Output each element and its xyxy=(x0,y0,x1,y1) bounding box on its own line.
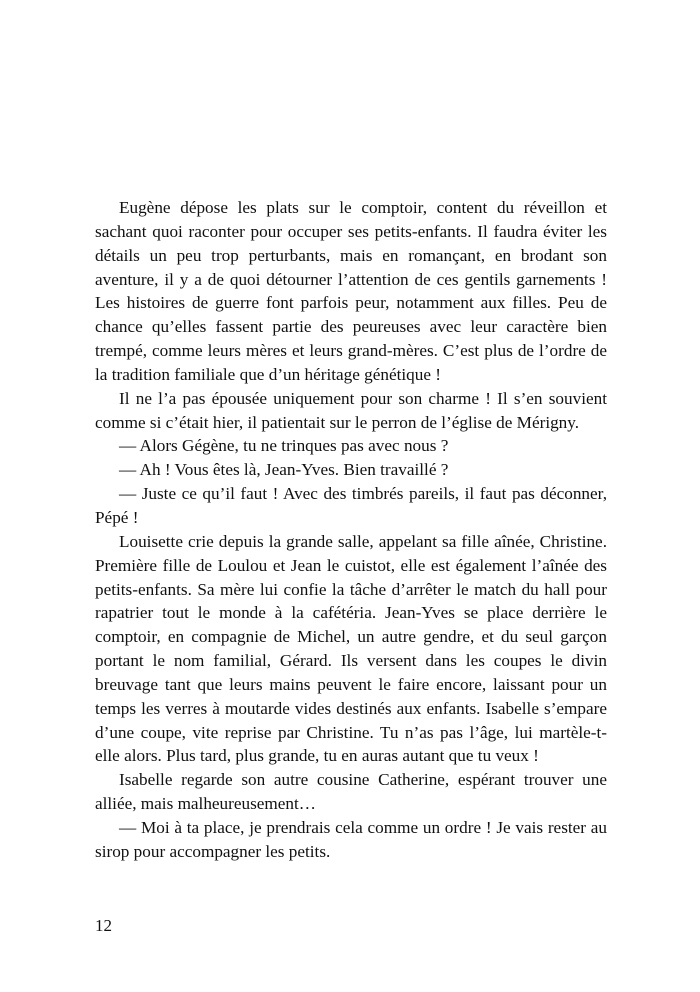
paragraph: Il ne l’a pas épousée uniquement pour son charme ! Il s’en souvient comme si c’était hier, il patientait sur le perron de l’église de Mérigny. xyxy=(95,388,607,432)
dialogue-line: — Alors Gégène, tu ne trinques pas avec nous ? xyxy=(119,436,449,456)
dialogue-line: — Juste ce qu’il faut ! Avec des timbrés pareils, il faut pas déconner, Pépé ! xyxy=(95,484,607,527)
dialogue-line: — Moi à ta place, je prendrais cela comme un ordre ! Je vais rester au sirop pour accompagner les petits. xyxy=(95,817,607,861)
paragraph: Isabelle regarde son autre cousine Catherine, espérant trouver une alliée, mais malheureusement… xyxy=(95,770,607,814)
text-body xyxy=(95,196,607,864)
paragraph: Eugène dépose les plats sur le comptoir, content du réveillon et sachant quoi raconter pour occuper ses petits-enfants. Il faudra éviter les détails un peu trop perturbants, mais en romançant, en brodant son aventure, il y a de quoi détourner l’attention de ces gentils garnements ! Les histoires de guerre font parfois peur, notamment aux filles. Peu de chance qu’elles fassent partie des peureuses avec leur caractère bien trempé, comme leurs mères et leurs grand-mères. C’est plus de l’ordre de la tradition familiale que d’un héritage génétique ! xyxy=(95,198,607,384)
page-number: 12 xyxy=(95,916,112,935)
paragraph: Louisette crie depuis la grande salle, appelant sa fille aînée, Christine. Première fille de Loulou et Jean le cuistot, elle est également l’aînée des petits-enfants. Sa mère lui confie la tâche d’arrêter le match du hall pour rapatrier tout le monde à la cafétéria. Jean-Yves se place derrière le comptoir, en compagnie de Michel, un autre gendre, et du seul garçon portant le nom familial, Gérard. Ils versent dans les coupes le divin breuvage tant que leurs mains peuvent le faire encore, laissant pour un temps les verres à moutarde vides destinés aux enfants. Isabelle s’empare d’une coupe, vite reprise par Christine. Tu n’as pas l’âge, lui martèle-t-elle alors. Plus tard, plus grande, tu en auras autant que tu veux ! xyxy=(95,531,607,766)
dialogue-line: — Ah ! Vous êtes là, Jean-Yves. Bien travaillé ? xyxy=(119,460,449,480)
